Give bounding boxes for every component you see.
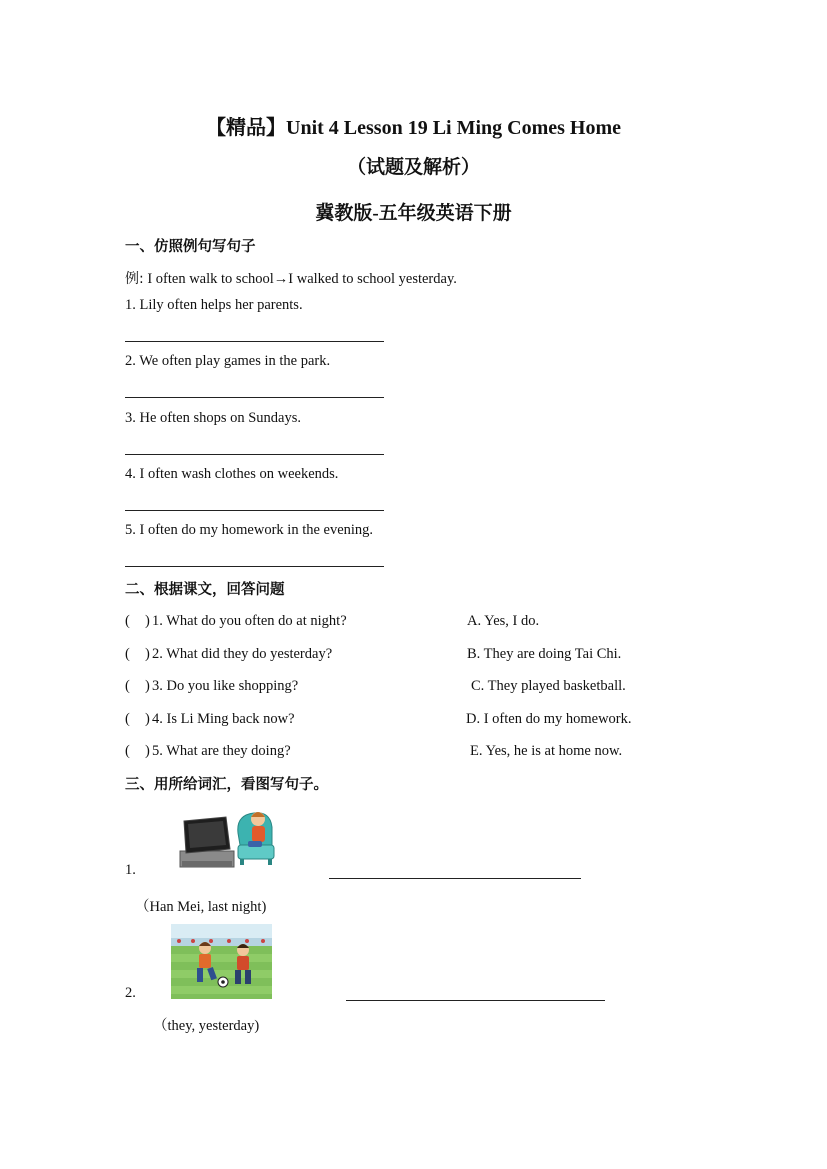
picture-item-2-hint: （they, yesterday) bbox=[153, 1018, 260, 1034]
boy-watching-tv-picture bbox=[176, 805, 276, 871]
answer-bracket-open: ( bbox=[125, 613, 130, 629]
answer-bracket-open: ( bbox=[125, 646, 130, 662]
document-edition: 冀教版-五年级英语下册 bbox=[315, 203, 512, 224]
rewrite-item-3: 3. He often shops on Sundays. bbox=[125, 410, 302, 426]
option-e: E. Yes, he is at home now. bbox=[470, 743, 623, 759]
answer-bracket-close: ) bbox=[145, 613, 150, 629]
example-left: I often walk to school bbox=[147, 271, 274, 287]
example-right: I walked to school yesterday. bbox=[288, 271, 457, 287]
answer-bracket-open: ( bbox=[125, 678, 130, 694]
question-2: 2. What did they do yesterday? bbox=[152, 646, 333, 662]
picture-item-1-number: 1. bbox=[125, 862, 136, 878]
section-3-heading: 三、用所给词汇，看图写句子。 bbox=[125, 777, 328, 793]
document-subtitle: （试题及解析） bbox=[346, 157, 480, 178]
answer-bracket-open: ( bbox=[125, 743, 130, 759]
rewrite-item-5: 5. I often do my homework in the evening. bbox=[125, 522, 374, 538]
question-5: 5. What are they doing? bbox=[152, 743, 291, 759]
option-b: B. They are doing Tai Chi. bbox=[467, 646, 622, 662]
answer-bracket-close: ) bbox=[145, 711, 150, 727]
answer-line-4[interactable] bbox=[125, 510, 384, 511]
question-3: 3. Do you like shopping? bbox=[152, 678, 299, 694]
answer-bracket-close: ) bbox=[145, 743, 150, 759]
option-d: D. I often do my homework. bbox=[466, 711, 632, 727]
question-4: 4. Is Li Ming back now? bbox=[152, 711, 295, 727]
example-sentence bbox=[125, 268, 457, 288]
picture-answer-line-1[interactable] bbox=[329, 878, 581, 879]
answer-line-2[interactable] bbox=[125, 397, 384, 398]
question-1: 1. What do you often do at night? bbox=[152, 613, 347, 629]
rewrite-item-1: 1. Lily often helps her parents. bbox=[125, 297, 303, 313]
kids-playing-football-picture bbox=[171, 924, 272, 999]
arrow-icon: → bbox=[273, 271, 289, 287]
option-c: C. They played basketball. bbox=[471, 678, 626, 694]
picture-item-1-hint: （Han Mei, last night) bbox=[135, 899, 267, 915]
document-title: 【精品】Unit 4 Lesson 19 Li Ming Comes Home bbox=[206, 117, 621, 139]
picture-item-2-number: 2. bbox=[125, 985, 136, 1001]
answer-line-5[interactable] bbox=[125, 566, 384, 567]
rewrite-item-4: 4. I often wash clothes on weekends. bbox=[125, 466, 339, 482]
option-a: A. Yes, I do. bbox=[467, 613, 540, 629]
answer-bracket-close: ) bbox=[145, 646, 150, 662]
answer-bracket-close: ) bbox=[145, 678, 150, 694]
answer-line-1[interactable] bbox=[125, 341, 384, 342]
section-2-heading: 二、根据课文，回答问题 bbox=[125, 582, 285, 598]
picture-answer-line-2[interactable] bbox=[346, 1000, 605, 1001]
answer-bracket-open: ( bbox=[125, 711, 130, 727]
answer-line-3[interactable] bbox=[125, 454, 384, 455]
section-1-heading: 一、仿照例句写句子 bbox=[125, 239, 256, 255]
example-label: 例: bbox=[125, 271, 144, 287]
rewrite-item-2: 2. We often play games in the park. bbox=[125, 353, 331, 369]
